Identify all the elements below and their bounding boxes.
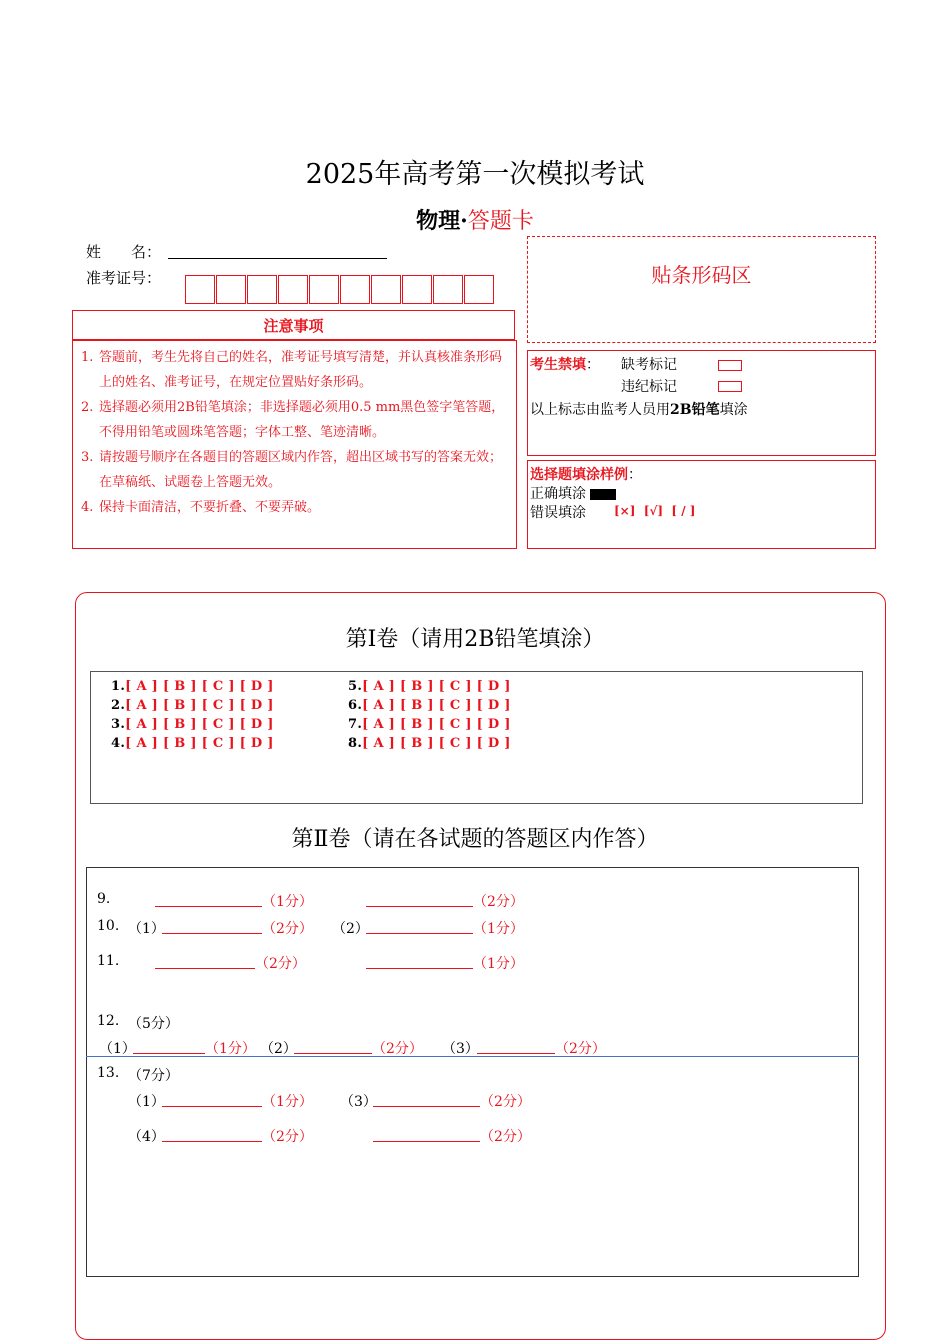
question-points: （5分） — [128, 1016, 179, 1032]
violation-label: 违纪标记 — [621, 379, 677, 395]
sub-question: （1） — [128, 921, 165, 937]
question-number: 12. — [97, 1013, 120, 1029]
points-label: （2分） — [255, 956, 306, 972]
id-digit-cell[interactable] — [464, 275, 494, 304]
part2-title: 第Ⅱ卷（请在各试题的答题区内作答） — [291, 827, 659, 852]
wrong-fill-label: 错误填涂 — [530, 505, 586, 521]
answer-blank[interactable] — [373, 1091, 480, 1107]
choice-box — [90, 671, 863, 804]
answer-blank[interactable] — [366, 918, 473, 934]
choice-row[interactable]: 2.[ A ] [ B ] [ C ] [ D ] — [111, 698, 274, 713]
question-number: 11. — [97, 953, 120, 969]
answer-blank[interactable] — [133, 1038, 205, 1054]
exam-id-grid[interactable] — [185, 275, 495, 304]
sub-question: （4） — [128, 1129, 165, 1145]
choice-row[interactable]: 6.[ A ] [ B ] [ C ] [ D ] — [348, 698, 511, 713]
sub-question: （1） — [99, 1041, 136, 1057]
points-label: （2分） — [372, 1041, 423, 1057]
points-label: （2分） — [473, 894, 524, 910]
question-number: 9. — [97, 891, 111, 907]
section-divider — [86, 1056, 859, 1057]
points-label: （2分） — [555, 1041, 606, 1057]
answer-blank[interactable] — [477, 1038, 555, 1054]
card-subtitle — [0, 204, 950, 235]
choice-row[interactable]: 4.[ A ] [ B ] [ C ] [ D ] — [111, 736, 274, 751]
notice-item: 2. 选择题必须用2B铅笔填涂；非选择题必须用0.5 mm黑色签字笔答题，不得用铅笔或圆珠笔答题；字体工整、笔迹清晰。 — [81, 400, 505, 440]
id-digit-cell[interactable] — [340, 275, 370, 304]
correct-fill-label: 正确填涂 — [530, 486, 586, 502]
answer-blank[interactable] — [162, 918, 262, 934]
sub-question: （3） — [340, 1094, 377, 1110]
id-digit-cell[interactable] — [309, 275, 339, 304]
notice-item: 4. 保持卡面清洁，不要折叠、不要弄破。 — [81, 500, 321, 515]
points-label: （1分） — [473, 921, 524, 937]
fill-sample-box: 选择题填涂样例： 正确填涂 错误填涂 [×] [√] [ / ] — [527, 460, 876, 549]
answer-blank[interactable] — [155, 953, 255, 969]
part1-title: 第Ⅰ卷（请用2B铅笔填涂） — [345, 627, 605, 652]
proctor-only-box: 考生禁填： 缺考标记 违纪标记 以上标志由监考人员用2B铅笔填涂 — [527, 350, 876, 456]
question-number: 10. — [97, 918, 120, 934]
barcode-label: 贴条形码区 — [651, 263, 752, 287]
choice-row[interactable]: 1.[ A ] [ B ] [ C ] [ D ] — [111, 679, 274, 694]
wrong-fill-examples: [×] [√] [ / ] — [614, 504, 696, 518]
id-digit-cell[interactable] — [433, 275, 463, 304]
proctor-note: 以上标志由监考人员用2B铅笔填涂 — [530, 402, 748, 418]
id-digit-cell[interactable] — [278, 275, 308, 304]
sub-question: （2） — [260, 1041, 297, 1057]
barcode-area — [527, 236, 876, 343]
notice-box — [72, 340, 517, 549]
points-label: （2分） — [480, 1094, 531, 1110]
points-label: （1分） — [473, 956, 524, 972]
answer-blank[interactable] — [162, 1126, 262, 1142]
name-field[interactable] — [168, 258, 387, 259]
id-label: 准考证号： — [86, 269, 162, 287]
answer-blank[interactable] — [366, 953, 473, 969]
question-number: 13. — [97, 1065, 120, 1081]
notice-item: 1. 答题前，考生先将自己的姓名，准考证号填写清楚，并认真核准条形码上的姓名、准考证号，在规定位置贴好条形码。 — [81, 350, 503, 390]
sub-question: （1） — [128, 1094, 165, 1110]
points-label: （2分） — [262, 921, 313, 937]
points-label: （2分） — [480, 1129, 531, 1145]
proctor-title: 考生禁填 — [530, 357, 586, 373]
answer-blank[interactable] — [155, 891, 262, 907]
notice-title: 注意事项 — [72, 310, 515, 340]
answer-blank[interactable] — [294, 1038, 372, 1054]
id-digit-cell[interactable] — [216, 275, 246, 304]
id-digit-cell[interactable] — [402, 275, 432, 304]
notice-list — [81, 345, 511, 520]
id-digit-cell[interactable] — [371, 275, 401, 304]
id-digit-cell[interactable] — [247, 275, 277, 304]
answer-blank[interactable] — [162, 1091, 262, 1107]
points-label: （2分） — [262, 1129, 313, 1145]
card-label: 答题卡 — [467, 209, 534, 234]
choice-row[interactable]: 5.[ A ] [ B ] [ C ] [ D ] — [348, 679, 511, 694]
exam-title: 2025年高考第一次模拟考试 — [305, 159, 645, 190]
choice-row[interactable]: 7.[ A ] [ B ] [ C ] [ D ] — [348, 717, 511, 732]
points-label: （1分） — [262, 894, 313, 910]
answer-blank[interactable] — [373, 1126, 480, 1142]
sub-question: （3） — [442, 1041, 479, 1057]
filled-box-icon — [590, 489, 616, 500]
absent-label: 缺考标记 — [621, 357, 677, 373]
subject-label: 物理· — [416, 208, 468, 234]
absent-mark-box[interactable] — [718, 360, 742, 371]
question-points: （7分） — [128, 1068, 179, 1084]
name-label: 姓 名： — [86, 243, 162, 261]
violation-mark-box[interactable] — [718, 381, 742, 392]
sub-question: （2） — [332, 921, 369, 937]
choice-row[interactable]: 8.[ A ] [ B ] [ C ] [ D ] — [348, 736, 511, 751]
points-label: （1分） — [262, 1094, 313, 1110]
notice-item: 3. 请按题号顺序在各题目的答题区域内作答，超出区域书写的答案无效；在草稿纸、试题卷上答题无效。 — [81, 450, 503, 490]
answer-blank[interactable] — [366, 891, 473, 907]
choice-row[interactable]: 3.[ A ] [ B ] [ C ] [ D ] — [111, 717, 274, 732]
points-label: （1分） — [205, 1041, 256, 1057]
sample-title: 选择题填涂样例 — [530, 467, 628, 483]
id-digit-cell[interactable] — [185, 275, 215, 304]
